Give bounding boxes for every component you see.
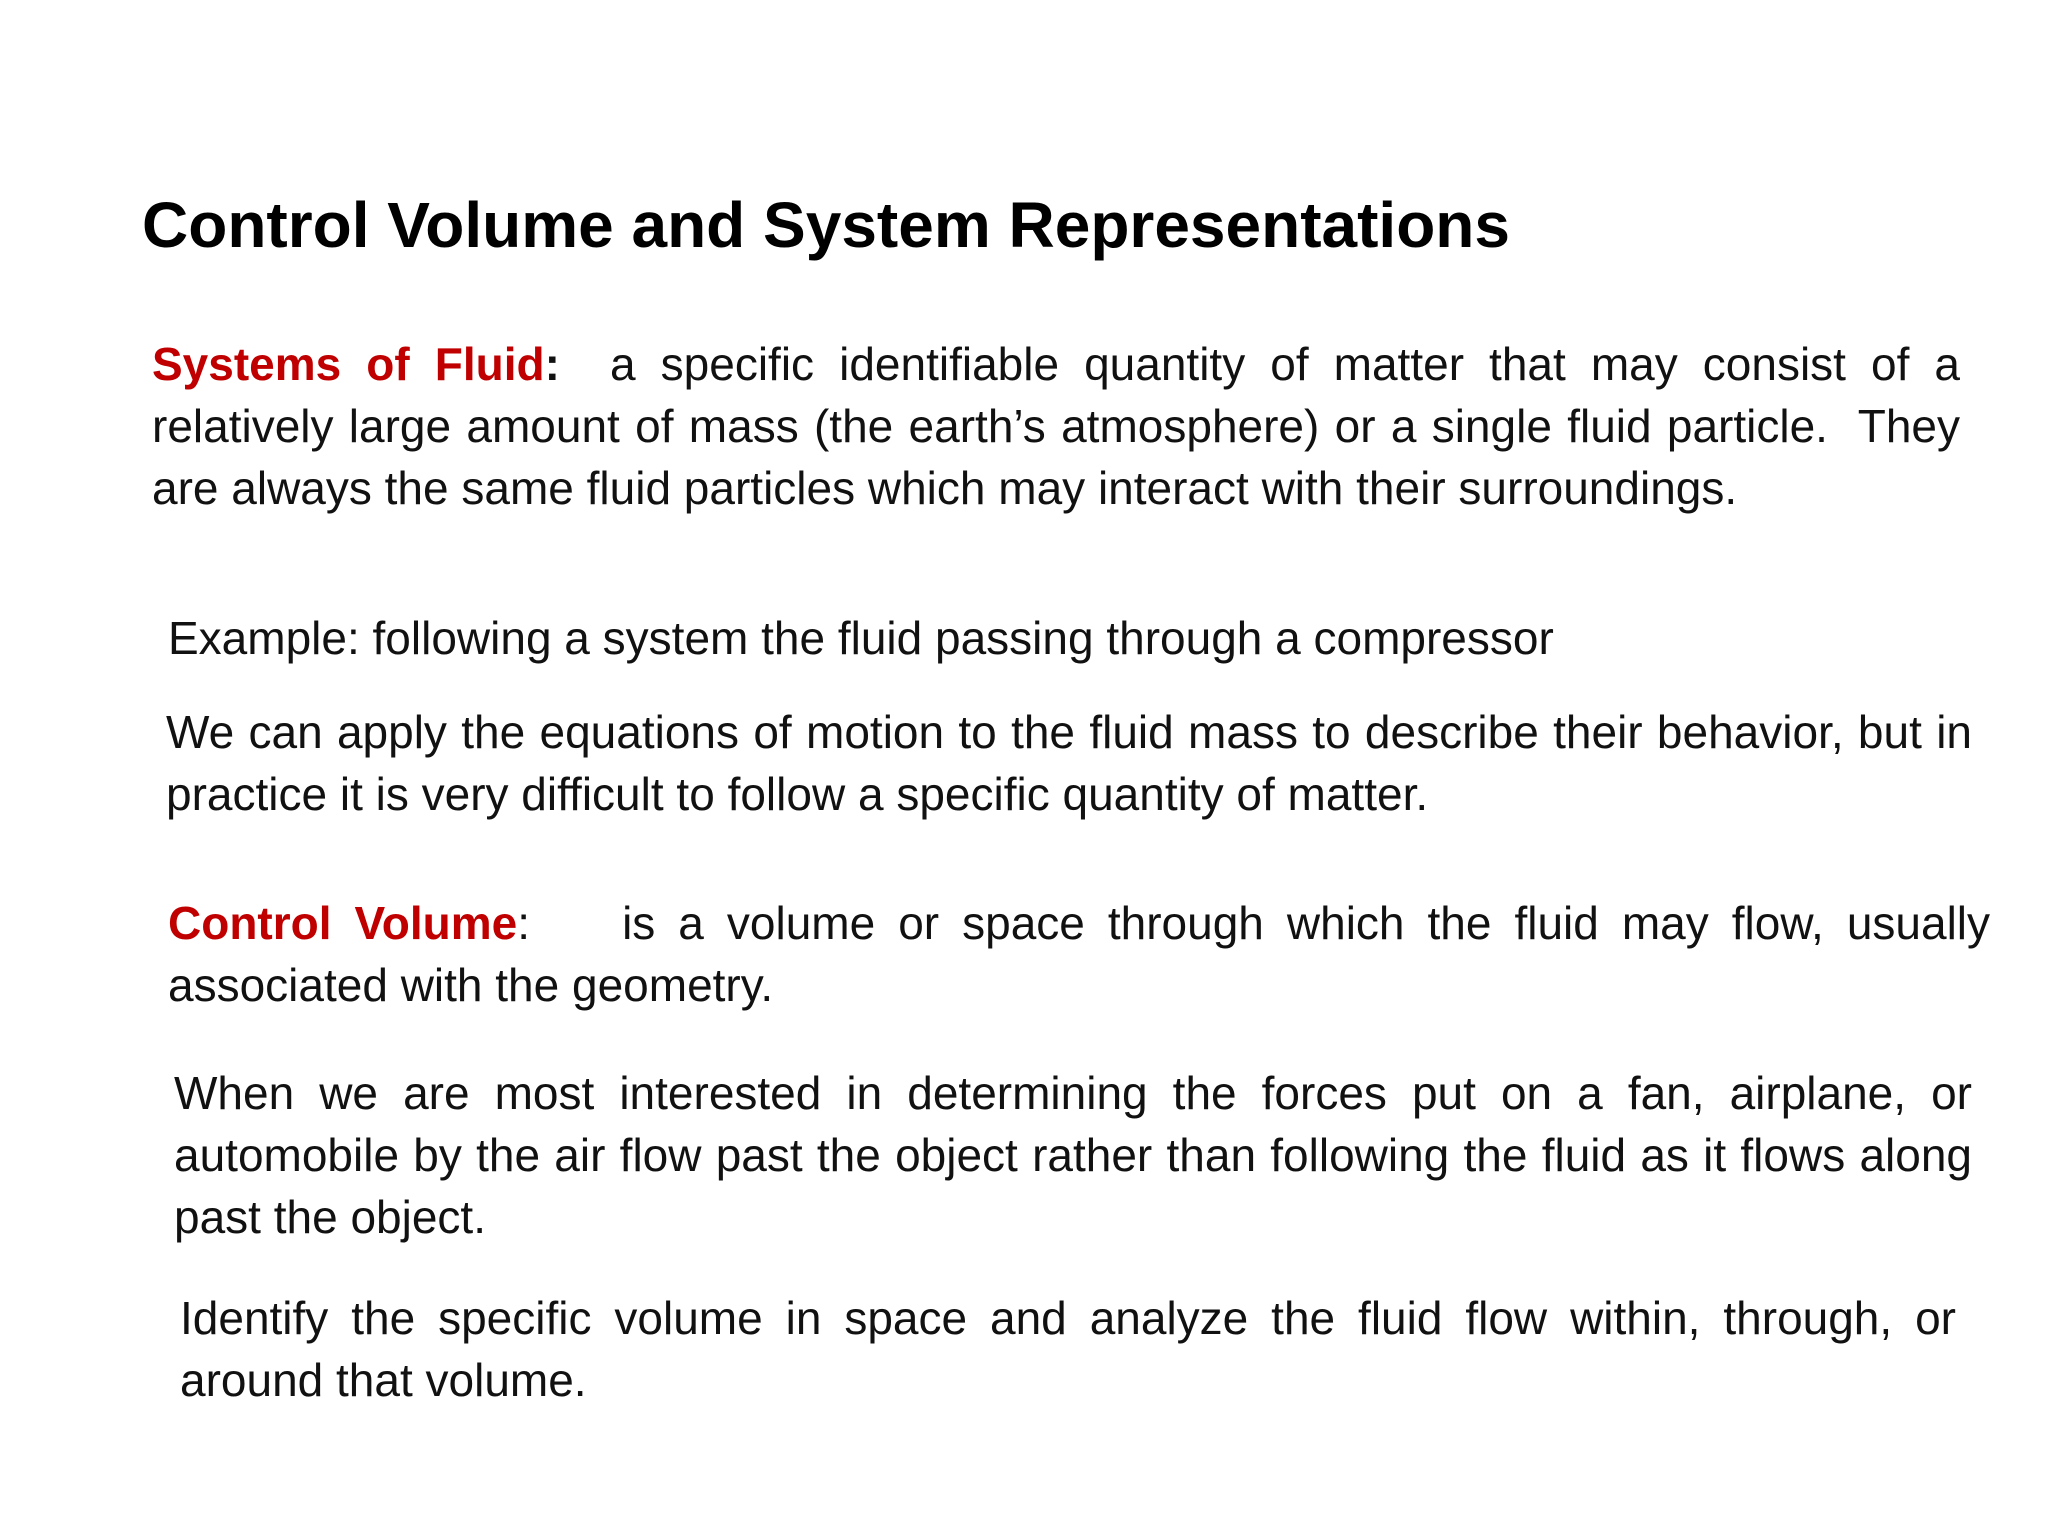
control-volume-term: Control Volume (168, 897, 518, 949)
control-volume-definition: is a volume or space through which the fluid may flow, usually associated with the geometry. (168, 897, 2003, 1011)
control-volume-colon: : (517, 897, 531, 949)
systems-of-fluid-term: Systems of Fluid (152, 338, 545, 390)
systems-of-fluid-paragraph (152, 333, 1973, 519)
identify-volume-paragraph: Identify the specific volume in space and analyze the fluid flow within, through, or around that volume. (180, 1292, 1956, 1406)
example-line: Example: following a system the fluid passing through a compressor (168, 612, 1554, 664)
forces-example-paragraph: When we are most interested in determining the forces put on a fan, airplane, or automobile by the air flow past the object rather than following the fluid as it flows along past the object. (174, 1067, 1972, 1243)
systems-of-fluid-colon: : (544, 338, 560, 390)
systems-of-fluid-definition: a specific identifiable quantity of matter that may consist of a relatively large amount of mass (the earth’s atmosphere) or a single fluid particle. They are always the same fluid particles which may interact with their surroundings. (152, 338, 1973, 514)
equations-of-motion-paragraph: We can apply the equations of motion to the fluid mass to describe their behavior, but in practice it is very difficult to follow a specific quantity of matter. (166, 706, 1972, 820)
control-volume-paragraph (168, 892, 2003, 1016)
slide-title: Control Volume and System Representations (142, 189, 1510, 261)
